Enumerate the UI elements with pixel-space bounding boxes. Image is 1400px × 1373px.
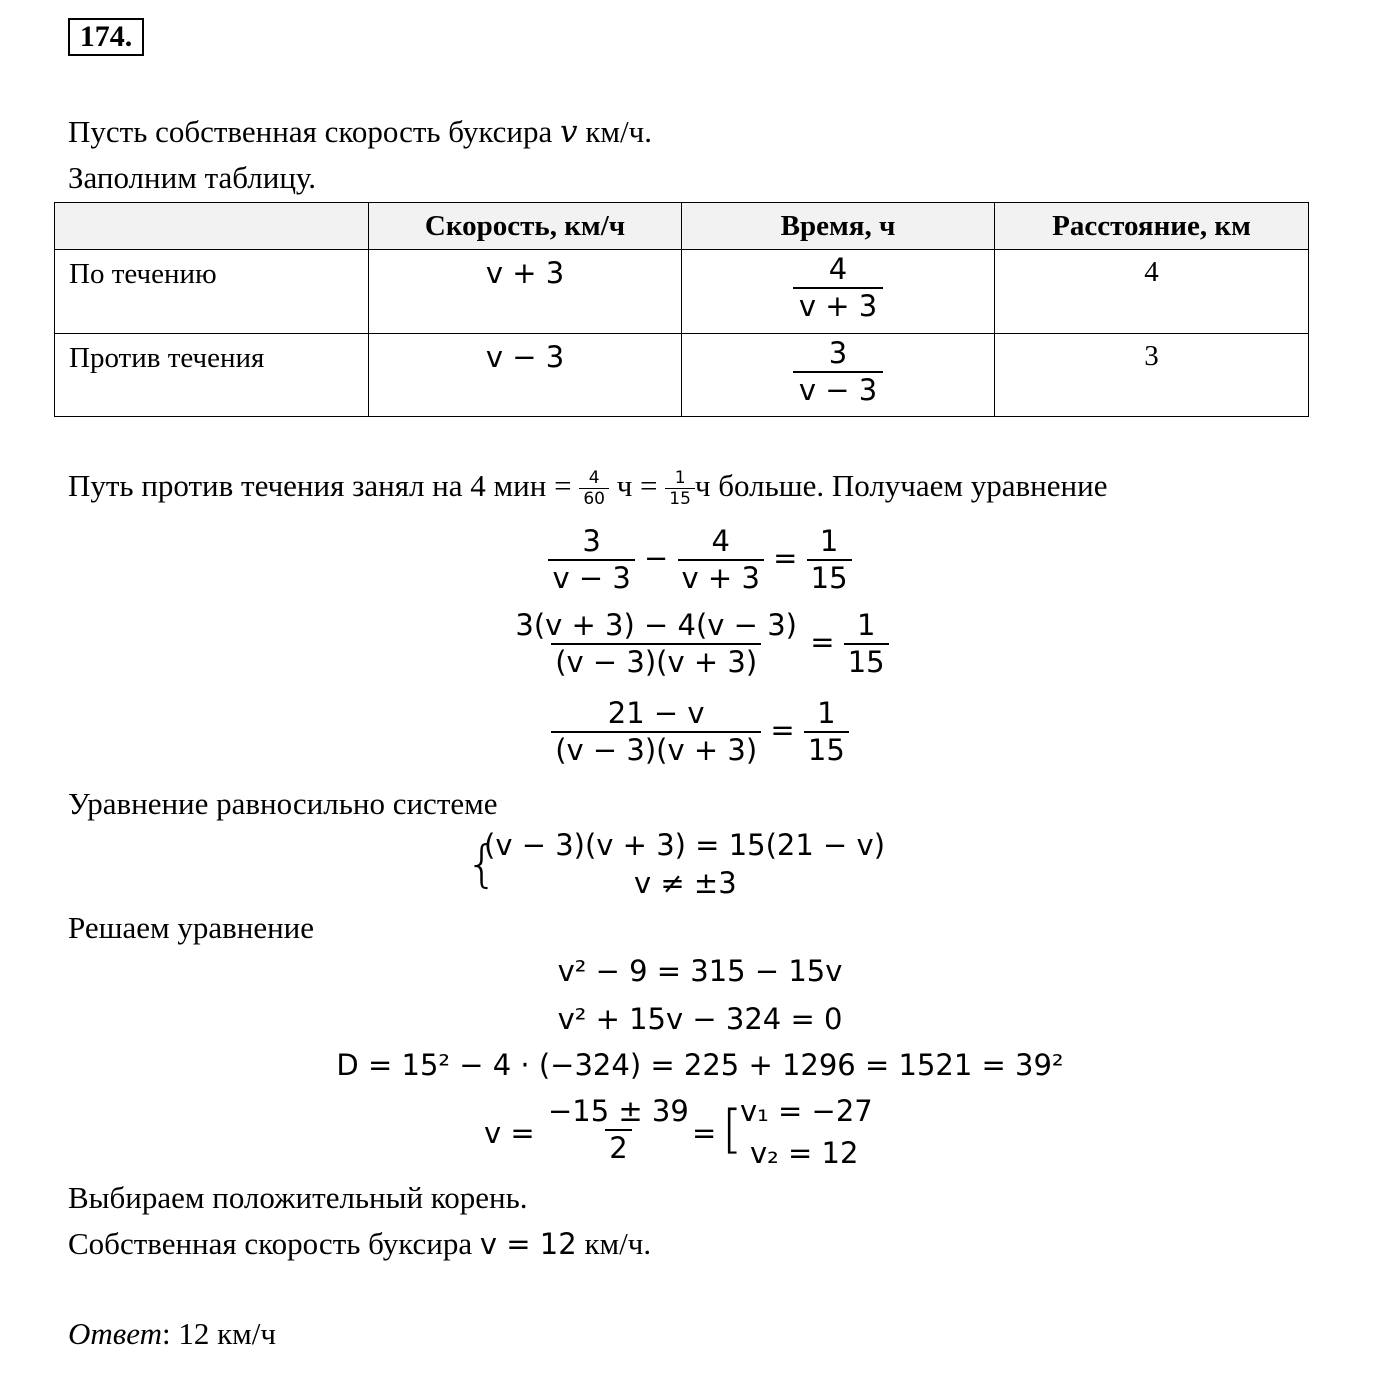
table-header-time: Время, ч: [682, 203, 995, 250]
roots-num: −15 ± 39: [548, 1094, 689, 1128]
eq2-fraction-r: [844, 608, 889, 680]
eq1-a-num: 3: [582, 524, 601, 558]
table-row: [55, 250, 1309, 334]
discriminant: D = 15² − 4 · (−324) = 225 + 1296 = 1521 = 39²: [336, 1048, 1064, 1082]
roots-fraction-wrap: [544, 1094, 693, 1166]
data-table: [54, 202, 1309, 417]
eq3-fraction: [551, 696, 761, 768]
eq3-fraction-r: [804, 696, 849, 768]
equation-3: [0, 696, 1400, 768]
eq1-minus: −: [644, 540, 669, 575]
eq2-num: 3(v + 3) − 4(v − 3): [515, 608, 797, 642]
eq2-equals: =: [810, 624, 835, 659]
roots-bracket: [: [722, 1100, 743, 1160]
intro-line-1: [68, 114, 652, 150]
eq1-fraction-b: [678, 524, 764, 596]
f1-numerator: 4: [588, 468, 600, 488]
roots-lhs: v =: [484, 1116, 535, 1150]
table-header-distance: Расстояние, км: [995, 203, 1309, 250]
eq1-equals: =: [773, 540, 798, 575]
f1-denominator: 60: [579, 488, 609, 509]
final-before: Собственная скорость буксира: [68, 1226, 480, 1261]
system-text: Уравнение равносильно системе: [68, 786, 498, 821]
row-distance: 3: [995, 334, 1309, 417]
time-denominator: v − 3: [793, 371, 883, 408]
equation-5: v² + 15v − 324 = 0: [557, 1002, 843, 1036]
root-1: v₁ = −27: [740, 1094, 873, 1128]
system-line-1: (v − 3)(v + 3) = 15(21 − v): [484, 828, 886, 862]
final-line: [68, 1226, 651, 1262]
statement-part-2: ч =: [608, 468, 666, 503]
eq1-a-den: v − 3: [548, 559, 634, 596]
table-row: [55, 334, 1309, 417]
time-numerator: 3: [828, 336, 848, 370]
intro-line-2: Заполним таблицу.: [68, 160, 317, 195]
table-header-empty: [55, 203, 369, 250]
eq1-r-den: 15: [807, 559, 852, 596]
f2-denominator: 15: [665, 488, 695, 509]
eq3-den: (v − 3)(v + 3): [551, 731, 761, 768]
problem-number: 174.: [68, 18, 144, 56]
intro-variable: v: [560, 114, 578, 150]
eq1-b-den: v + 3: [678, 559, 764, 596]
eq1-b-num: 4: [711, 524, 730, 558]
roots-den: 2: [605, 1129, 631, 1166]
time-denominator: v + 3: [793, 287, 883, 324]
fraction-4-60: [579, 468, 609, 510]
eq1-r-num: 1: [819, 524, 839, 558]
choose-text: Выбираем положительный корень.: [68, 1180, 528, 1215]
table-header-speed: Скорость, км/ч: [369, 203, 682, 250]
eq3-r-den: 15: [804, 731, 849, 768]
statement-part-3: ч больше. Получаем уравнение: [694, 468, 1108, 503]
row-time: [682, 334, 995, 417]
row-distance: 4: [995, 250, 1309, 334]
final-after: км/ч.: [576, 1226, 652, 1261]
solve-text: Решаем уравнение: [68, 910, 315, 945]
statement-line: [68, 468, 1107, 510]
eq2-den: (v − 3)(v + 3): [551, 643, 761, 680]
eq2-fraction: [511, 608, 801, 680]
eq2-r-num: 1: [856, 608, 876, 642]
eq3-r-num: 1: [817, 696, 836, 730]
intro-text-after: км/ч.: [577, 114, 652, 149]
row-speed: v + 3: [369, 250, 682, 334]
equation-4: v² − 9 = 315 − 15v: [557, 954, 843, 988]
time-numerator: 4: [828, 252, 848, 286]
answer-label: Ответ: [68, 1316, 162, 1351]
eq1-fraction-r: [807, 524, 852, 596]
eq1-fraction-a: [548, 524, 634, 596]
row-speed: v − 3: [369, 334, 682, 417]
equation-1: [0, 524, 1400, 596]
table-header-row: [55, 203, 1309, 250]
equation-system: [466, 828, 896, 904]
row-label: По течению: [55, 250, 369, 334]
roots-formula: [484, 1094, 904, 1176]
intro-text-before: Пусть собственная скорость буксира: [68, 114, 561, 149]
row-label: Против течения: [55, 334, 369, 417]
system-brace: {: [466, 835, 498, 893]
fraction-1-15: [665, 468, 695, 510]
time-fraction: [793, 336, 883, 408]
equation-2: [0, 608, 1400, 680]
final-expression: v = 12: [479, 1227, 577, 1261]
answer-line: [68, 1316, 276, 1352]
statement-part-1: Путь против течения занял на 4 мин =: [68, 468, 580, 503]
eq2-r-den: 15: [844, 643, 889, 680]
roots-equals: =: [692, 1116, 717, 1150]
eq3-num: 21 − v: [607, 696, 705, 730]
eq3-equals: =: [770, 712, 795, 747]
system-line-2: v ≠ ±3: [634, 866, 737, 900]
time-fraction: [793, 252, 883, 324]
answer-value: : 12 км/ч: [161, 1316, 276, 1351]
root-2: v₂ = 12: [750, 1136, 859, 1170]
f2-numerator: 1: [674, 468, 686, 488]
row-time: [682, 250, 995, 334]
roots-fraction: [544, 1094, 693, 1166]
